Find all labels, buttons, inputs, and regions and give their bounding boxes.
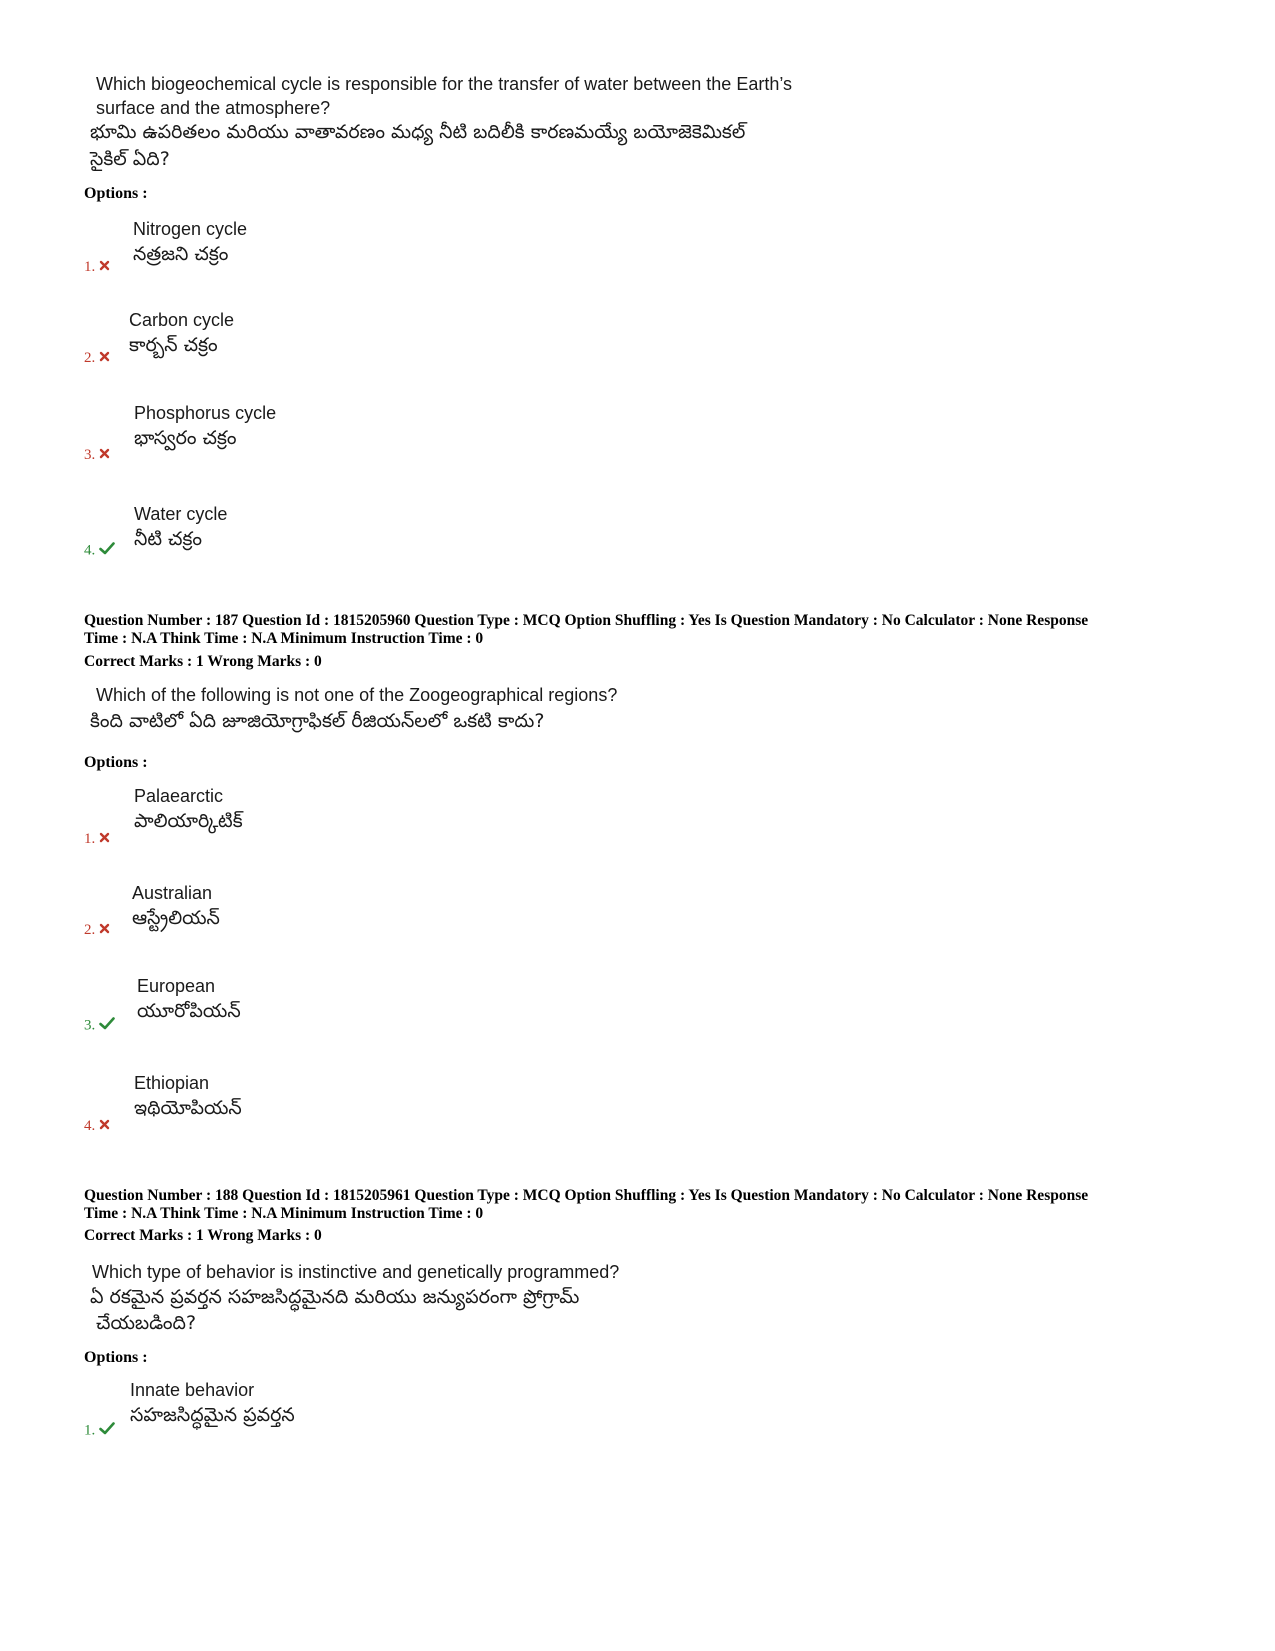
option-number-text: 1. [84,1422,96,1439]
option-number [84,350,110,367]
question-meta-line2: Time : N.A Think Time : N.A Minimum Instruction Time : 0 [84,1205,484,1222]
option-text-te: భాస్వరం చక్రం [134,427,237,449]
option-text-en: European [137,976,216,996]
option-number [84,542,115,560]
option-number-text: 1. [84,259,96,275]
question-text-te-line1: భూమి ఉపరితలం మరియు వాతావరణం మధ్య నీటి బదిలీకి కారణమయ్యే బయోజెకెమికల్ [90,121,746,143]
question-marks: Correct Marks : 1 Wrong Marks : 0 [84,653,322,670]
option-number [84,1118,110,1135]
option-text-te: ఇథియోపియన్ [134,1097,242,1119]
option-text-te: కార్బన్ చక్రం [129,334,218,356]
question-text-en-line2: surface and the atmosphere? [96,98,331,118]
option-number-text: 4. [84,542,96,559]
cross-icon [99,350,110,367]
question-text-en: Which of the following is not one of the Zoogeographical regions? [96,685,618,705]
question-text-te: కింది వాటిలో ఏది జూజియోగ్రాఫికల్ రీజియన్‌లలో ఒకటి కాదు? [90,710,545,732]
cross-icon [99,831,110,848]
option-text-en: Innate behavior [130,1380,255,1400]
option-number-text: 1. [84,831,96,847]
option-number [84,1017,115,1035]
option-text-te: యూరోపియన్ [137,1000,241,1022]
cross-icon [99,259,110,276]
option-number-text: 2. [84,350,96,366]
options-label: Options : [84,1349,148,1366]
option-text-en: Nitrogen cycle [133,219,248,239]
question-text-te-line2: చేయబడింది? [96,1312,197,1334]
option-number [84,1422,115,1440]
option-text-te: పాలియార్కిటిక్ [134,810,243,832]
options-label: Options : [84,754,148,771]
check-icon [99,1017,115,1035]
option-number [84,922,110,939]
option-number-text: 4. [84,1118,96,1134]
option-number [84,447,110,464]
question-text-te-line1: ఏ రకమైన ప్రవర్తన సహజసిద్ధమైనది మరియు జన్యుపరంగా ప్రోగ్రామ్ [90,1286,580,1308]
option-text-en: Carbon cycle [129,310,235,330]
question-meta-line2: Time : N.A Think Time : N.A Minimum Instruction Time : 0 [84,630,484,647]
cross-icon [99,447,110,464]
option-number-text: 3. [84,1017,96,1034]
check-icon [99,1422,115,1440]
option-text-te: నీటి చక్రం [134,528,203,550]
question-text-en: Which type of behavior is instinctive and genetically programmed? [92,1262,620,1282]
question-text-te-line2: సైకిల్ ఏది? [90,148,170,170]
option-text-en: Phosphorus cycle [134,403,277,423]
question-marks: Correct Marks : 1 Wrong Marks : 0 [84,1227,322,1244]
option-text-en: Ethiopian [134,1073,210,1093]
option-number [84,831,110,848]
option-text-te: నత్రజని చక్రం [133,243,229,265]
check-icon [99,542,115,560]
option-number-text: 3. [84,447,96,463]
question-meta-line1: Question Number : 188 Question Id : 1815205961 Question Type : MCQ Option Shuffling : Yes Is Question Mandatory : No Calculator : None Response [84,1187,1089,1204]
option-text-en: Palaearctic [134,786,224,806]
option-number-text: 2. [84,922,96,938]
option-text-te: ఆస్ట్రేలియన్ [132,907,220,929]
question-meta-line1: Question Number : 187 Question Id : 1815205960 Question Type : MCQ Option Shuffling : Yes Is Question Mandatory : No Calculator : None Response [84,612,1089,629]
cross-icon [99,922,110,939]
question-text-en-line1: Which biogeochemical cycle is responsible for the transfer of water between the Earth’s [96,74,793,94]
option-text-en: Australian [132,883,213,903]
option-text-te: సహజసిద్ధమైన ప్రవర్తన [130,1404,295,1426]
cross-icon [99,1118,110,1135]
option-text-en: Water cycle [134,504,228,524]
options-label: Options : [84,185,148,202]
option-number [84,259,110,276]
